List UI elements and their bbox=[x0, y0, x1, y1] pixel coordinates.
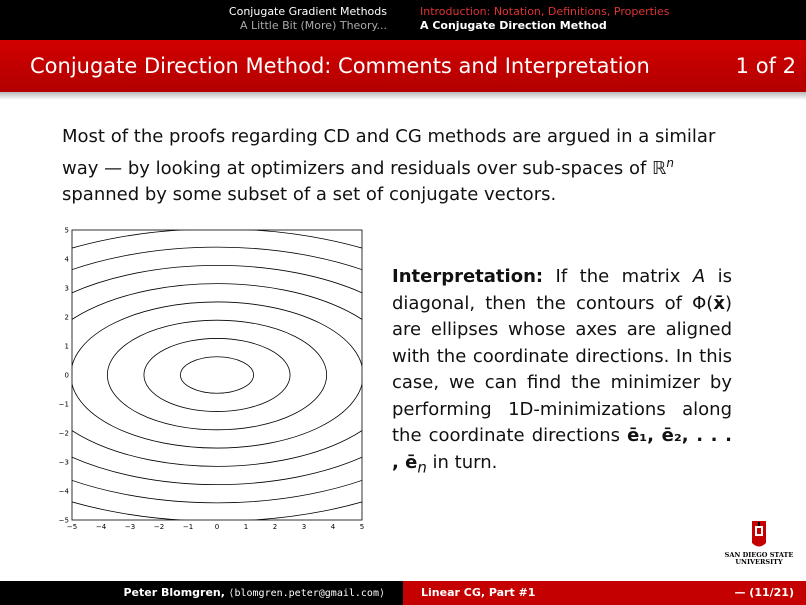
y-tick-label: 3 bbox=[64, 284, 69, 293]
contour-line bbox=[52, 222, 372, 542]
y-tick-label: −2 bbox=[58, 429, 69, 438]
interp-t3: ) are ellipses whose axes are aligned with the coordinate directions. In this case, we can find the minimizer by performing 1D-minimizations along the coordinate directions bbox=[392, 292, 732, 446]
contour-line bbox=[52, 222, 372, 539]
intro-paragraph bbox=[62, 124, 752, 208]
university-logo bbox=[724, 519, 794, 567]
x-tick-label: 3 bbox=[301, 523, 307, 531]
y-tick-label: 4 bbox=[64, 255, 69, 264]
y-tick-label: −1 bbox=[58, 400, 69, 409]
header-bar bbox=[0, 0, 806, 40]
footer-left bbox=[0, 581, 403, 605]
interp-t2: is diagonal, then the contours of Φ( bbox=[392, 266, 733, 314]
x-tick-label: 2 bbox=[272, 523, 278, 531]
x-tick-label: −3 bbox=[124, 523, 136, 531]
y-tick-label: 1 bbox=[64, 342, 69, 351]
y-tick-label: 5 bbox=[64, 226, 69, 235]
intro-text-2: spanned by some subset of a set of conjugate vectors. bbox=[62, 184, 557, 205]
x-tick-label: −5 bbox=[66, 523, 78, 531]
logo-line1: SAN DIEGO STATE bbox=[724, 551, 794, 559]
x-tick-label: −4 bbox=[95, 523, 107, 531]
interp-matrix-symbol: A bbox=[692, 266, 706, 287]
frame-title-bar bbox=[0, 40, 806, 92]
contour-line bbox=[52, 284, 372, 467]
contour-line bbox=[52, 222, 372, 542]
interp-n-subscript: n bbox=[417, 458, 427, 477]
contour-line bbox=[52, 222, 372, 542]
contour-line bbox=[52, 222, 372, 542]
contour-line bbox=[144, 338, 290, 411]
contour-line bbox=[52, 222, 372, 542]
intro-text: Most of the proofs regarding CD and CG methods are argued in a similar way — by looking at optimizers and residuals over sub-spaces of ℝ bbox=[62, 126, 716, 179]
x-tick-label: 5 bbox=[359, 523, 365, 531]
contour-line bbox=[71, 302, 363, 448]
interpretation-label: Interpretation: bbox=[392, 266, 544, 287]
frame-title: Conjugate Direction Method: Comments and Interpretation bbox=[30, 54, 650, 78]
intro-superscript: n bbox=[666, 156, 674, 170]
interp-t1: If the matrix bbox=[543, 266, 693, 287]
x-tick-label: 0 bbox=[214, 523, 220, 531]
logo-line2: UNIVERSITY bbox=[735, 558, 783, 566]
header-current-section[interactable]: A Conjugate Direction Method bbox=[420, 19, 607, 32]
contour-line bbox=[107, 320, 326, 430]
y-tick-label: −4 bbox=[58, 487, 69, 496]
contour-line bbox=[52, 226, 372, 521]
frame-page-counter: 1 of 2 bbox=[735, 54, 796, 78]
x-tick-label: 1 bbox=[243, 523, 249, 531]
footer-right bbox=[403, 581, 806, 605]
contour-line bbox=[52, 247, 372, 503]
contour-line bbox=[52, 222, 372, 542]
header-section-link[interactable]: Introduction: Notation, Definitions, Properties bbox=[420, 5, 670, 18]
header-right bbox=[403, 0, 806, 40]
interp-basis-vectors: ē₁, ē₂, . . . , ē bbox=[392, 425, 732, 473]
interp-t4: in turn. bbox=[426, 451, 498, 473]
interpretation-paragraph bbox=[392, 264, 732, 481]
contour-chart bbox=[52, 222, 372, 542]
title-shadow bbox=[0, 92, 806, 100]
footer-email: ⟨blomgren.peter@gmail.com⟩ bbox=[228, 588, 385, 599]
contour-line bbox=[180, 357, 253, 394]
contour-line bbox=[52, 222, 372, 542]
plot-frame bbox=[72, 230, 362, 520]
sdsu-logo-icon bbox=[724, 519, 794, 567]
y-tick-label: 2 bbox=[64, 313, 69, 322]
footer-author: Peter Blomgren, bbox=[123, 586, 225, 599]
footer-page-number: — (11/21) bbox=[734, 586, 794, 599]
contour-line bbox=[52, 265, 372, 484]
footer-bar bbox=[0, 581, 806, 605]
interp-xbar: x̄ bbox=[713, 292, 725, 314]
y-tick-label: −3 bbox=[58, 458, 69, 467]
header-section-title[interactable]: Conjugate Gradient Methods bbox=[228, 5, 387, 18]
contour-lines bbox=[52, 222, 372, 542]
contour-line bbox=[52, 222, 372, 542]
footer-lecture[interactable]: Linear CG, Part #1 bbox=[421, 586, 536, 599]
y-tick-label: 0 bbox=[64, 371, 69, 380]
header-subsection-title[interactable]: A Little Bit (More) Theory... bbox=[239, 19, 387, 32]
contour-line bbox=[52, 222, 372, 542]
contour-line bbox=[52, 222, 372, 542]
contour-plot bbox=[52, 222, 372, 542]
contour-line bbox=[52, 222, 372, 542]
y-tick-label: −5 bbox=[58, 516, 69, 525]
x-tick-label: −2 bbox=[153, 523, 165, 531]
header-left bbox=[0, 0, 403, 40]
x-tick-label: 4 bbox=[330, 523, 336, 531]
x-tick-label: −1 bbox=[182, 523, 194, 531]
